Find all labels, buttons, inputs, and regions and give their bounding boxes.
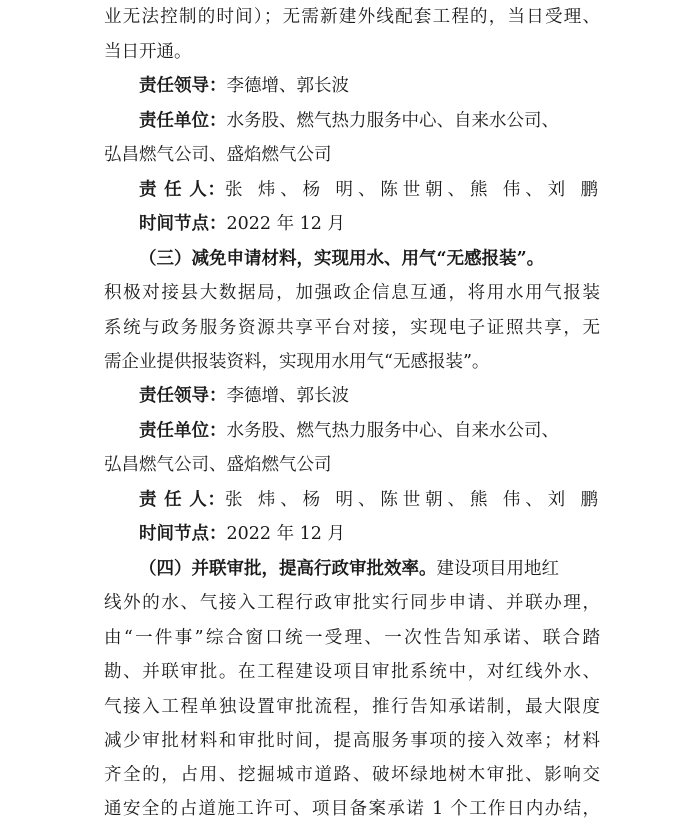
responsible-person-value: 张 炜、杨 明、陈世朝、熊 伟、刘 鹏 (225, 490, 598, 510)
responsible-person-row (139, 175, 600, 205)
paragraph-line: 由“一件事”综合窗口统一受理、一次性告知承诺、联合踏 (104, 628, 600, 648)
paragraph-line: 业无法控制的时间）；无需新建外线配套工程的，当日受理、 (104, 7, 600, 27)
responsible-unit-row (139, 106, 600, 136)
time-node-value: 2022 年 12 月 (226, 524, 345, 544)
responsible-person-label: 责 任 人： (139, 490, 225, 510)
paragraph-line: 线外的水、气接入工程行政审批实行同步申请、并联办理， (104, 593, 600, 613)
responsible-leader-label: 责任领导： (139, 76, 227, 96)
section-heading-4-row (139, 554, 600, 584)
responsible-person-label: 责 任 人： (139, 180, 225, 200)
responsible-unit-value: 水务股、燃气热力服务中心、自来水公司、 (226, 421, 559, 441)
paragraph-line: 系统与政务服务资源共享平台对接，实现电子证照共享，无 (104, 318, 600, 338)
paragraph-line: 当日开通。 (104, 42, 192, 62)
time-node-label: 时间节点： (139, 214, 227, 234)
responsible-unit-value: 水务股、燃气热力服务中心、自来水公司、 (226, 111, 559, 131)
responsible-unit-label: 责任单位： (139, 111, 227, 131)
paragraph-line: 积极对接县大数据局，加强政企信息互通，将用水用气报装 (104, 283, 600, 303)
responsible-leader-row (139, 71, 600, 101)
paragraph-line: 气接入工程单独设置审批流程，推行告知承诺制，最大限度 (104, 697, 600, 717)
time-node-row (139, 519, 600, 549)
responsible-unit-row (139, 416, 600, 446)
paragraph-line: 勘、并联审批。在工程建设项目审批系统中，对红线外水、 (104, 662, 600, 682)
responsible-leader-row (139, 381, 600, 411)
responsible-person-value: 张 炜、杨 明、陈世朝、熊 伟、刘 鹏 (225, 180, 598, 200)
paragraph-line: 需企业提供报装资料，实现用水用气“无感报装”。 (104, 352, 490, 372)
paragraph-line: 减少审批材料和审批时间，提高服务事项的接入效率；材料 (104, 731, 600, 751)
responsible-leader-value: 李德增、郭长波 (226, 386, 349, 406)
responsible-unit-label: 责任单位： (139, 421, 227, 441)
paragraph-line: 齐全的，占用、挖掘城市道路、破坏绿地树木审批、影响交 (104, 765, 600, 785)
time-node-row (139, 209, 600, 239)
responsible-leader-label: 责任领导： (139, 386, 227, 406)
time-node-label: 时间节点： (139, 524, 227, 544)
responsible-leader-value: 李德增、郭长波 (226, 76, 349, 96)
section-heading-3: （三）减免申请材料，实现用水、用气“无感报装”。 (139, 249, 545, 269)
time-node-value: 2022 年 12 月 (226, 214, 345, 234)
paragraph-line: 通安全的占道施工许可、项目备案承诺 1 个工作日内办结， (104, 799, 600, 819)
section-heading-4: （四）并联审批，提高行政审批效率。 (139, 559, 437, 579)
section-heading-4-text: 建设项目用地红 (436, 559, 559, 579)
responsible-unit-continuation: 弘昌燃气公司、盛焰燃气公司 (104, 455, 332, 475)
responsible-person-row (139, 485, 600, 515)
responsible-unit-continuation: 弘昌燃气公司、盛焰燃气公司 (104, 145, 332, 165)
